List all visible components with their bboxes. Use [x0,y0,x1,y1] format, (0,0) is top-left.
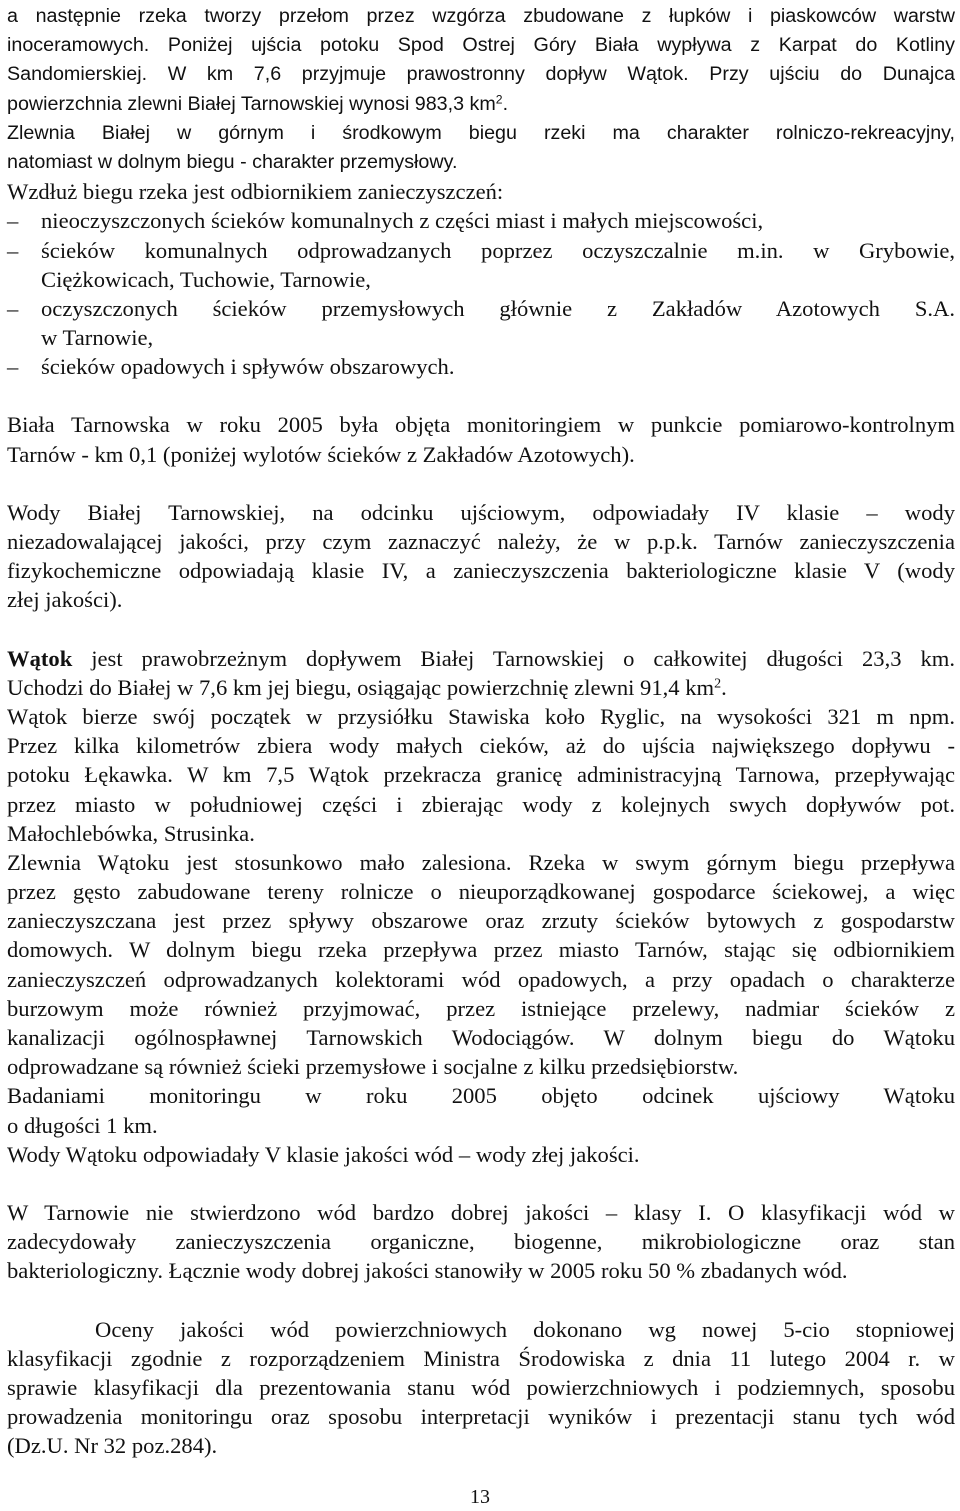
superscript: 2 [495,91,503,106]
text-line: burzowym może również przyjmować, przez istniejące przelewy, nadmiar ścieków z [7,995,955,1021]
watok-heading: Wątok [7,645,73,671]
text-line: Wody Białej Tarnowskiej, na odcinku ujściowym, odpowiadały IV klasie – wody [7,499,955,525]
text-line: przez miasto w południowej części i zbierając wody z kolejnych swych dopływów pot. [7,791,955,817]
text-line: Przez kilka kilometrów zbiera wody małych cieków, aż do ujścia największego dopływu - [7,733,955,759]
text-line: domowych. W dolnym biegu rzeka przepływa przez miasto Tarnów, stając się odbiornikiem [7,937,955,963]
text-line [7,644,955,673]
period: . [721,674,727,700]
text-line: klasyfikacji zgodnie z rozporządzeniem Ministra Środowiska z dnia 11 lutego 2004 r. w [7,1345,955,1371]
text-line: potoku Łękawka. W km 7,5 Wątok przekracza granicę administracyjną Tarnowa, przepływając [7,762,955,788]
list-item-continuation: Ciężkowicach, Tuchowie, Tarnowie, [41,266,371,292]
paragraph-classification [7,1315,955,1461]
page-number: 13 [470,1486,490,1508]
list-item-text: nieoczyszczonych ścieków komunalnych z części miast i małych miejscowości, [41,208,764,234]
dash-bullet: – [7,354,19,380]
paragraph-tarnow-quality [7,1198,955,1286]
text-line: natomiast w dolnym biegu - charakter przemysłowy. [7,150,458,173]
text-line: prowadzenia monitoringu oraz sposobu interpretacji wyników i prezentacji stanu tych wód [7,1404,955,1430]
text-line: złej jakości). [7,587,123,613]
pollutants-intro: Wzdłuż biegu rzeka jest odbiornikiem zanieczyszczeń: [7,179,504,205]
text-line: zanieczyszczana jest przez spływy obszarowe oraz zrzuty ścieków bytowych z gospodarstw [7,908,955,934]
dash-bullet: – [7,208,19,234]
list-item [7,236,955,265]
text-line [7,90,955,119]
text-line: zadecydowały zanieczyszczenia organiczne, biogenne, mikrobiologiczne oraz stan [7,1229,955,1255]
text-line [7,673,955,702]
text-line: Tarnów - km 0,1 (poniżej wylotów ścieków z Zakładów Azotowych). [7,441,635,467]
text-line: Małochlebówka, Strusinka. [7,820,255,846]
text-line: Wody Wątoku odpowiadały V klasie jakości wód – wody złej jakości. [7,1141,640,1167]
dash-bullet: – [7,237,19,263]
text-line: zanieczyszczeń odprowadzanych kolektorami wód opadowych, a przy opadach o charakterze [7,966,955,992]
watok-area-text: Uchodzi do Białej w 7,6 km jej biegu, osiągając powierzchnię zlewni 91,4 km [7,674,715,700]
text-line: inoceramowych. Poniżej ujścia potoku Spod Ostrej Góry Biała wypływa z Karpat do Kotliny [7,34,955,57]
list-item [7,206,955,235]
pollutants-section [7,177,955,1460]
paragraph-water-quality [7,498,955,615]
paragraph-monitoring-2005 [7,410,955,468]
list-item-text: ścieków opadowych i spływów obszarowych. [41,354,455,380]
list-item-text: oczyszczonych ścieków przemysłowych głównie z Zakładów Azotowych S.A. [41,295,955,321]
text-line: Oceny jakości wód powierzchniowych dokonano wg nowej 5-cio stopniowej [95,1316,955,1342]
list-item [7,294,955,323]
text-line: przez gęsto zabudowane tereny rolnicze o nieuporządkowanej gospodarce ściekowej, a więc [7,879,955,905]
text-line: a następnie rzeka tworzy przełom przez wzgórza zbudowane z łupków i piaskowców warstw [7,5,955,27]
paragraph-biala-course [7,2,955,177]
paragraph-watok [7,644,955,1169]
text-line: Badaniami monitoringu w roku 2005 objęto odcinek ujściowy Wątoku [7,1083,955,1109]
text-line: o długości 1 km. [7,1112,158,1138]
text-line: Sandomierskiej. W km 7,6 przyjmuje prawostronny dopływ Wątok. Przy ujściu do Dunajca [7,63,955,86]
text-line: Zlewnia Białej w górnym i środkowym biegu rzeki ma charakter rolniczo-rekreacyjny, [7,121,955,144]
text-line: Wątok bierze swój początek w przysiółku Stawiska koło Ryglic, na wysokości 321 m npm. [7,703,955,729]
superscript: 2 [714,676,722,692]
text-line: bakteriologiczny. Łącznie wody dobrej jakości stanowiły w 2005 roku 50 % zbadanych wód. [7,1258,848,1284]
period: . [502,92,509,115]
list-item [7,352,955,381]
text-line: W Tarnowie nie stwierdzono wód bardzo dobrej jakości – klasy I. O klasyfikacji wód w [7,1199,955,1225]
text-line: kanalizacji ogólnospławnej Tarnowskich Wodociągów. W dolnym biegu do Wątoku [7,1025,955,1050]
catchment-area-text: powierzchnia zlewni Białej Tarnowskiej wynosi 983,3 km [7,92,496,115]
text-line: niezadowalającej jakości, przy czym zaznaczyć należy, że w p.p.k. Tarnów zanieczyszczenia [7,529,955,554]
list-item-continuation: w Tarnowie, [41,325,154,351]
list-item-text: ścieków komunalnych odprowadzanych poprzez oczyszczalnie m.in. w Grybowie, [41,237,955,263]
text-line: odprowadzane są również ścieki przemysłowe i socjalne z kilku przedsiębiorstw. [7,1054,739,1080]
text-line: (Dz.U. Nr 32 poz.284). [7,1433,218,1459]
dash-bullet: – [7,295,19,321]
watok-intro: jest prawobrzeżnym dopływem Białej Tarnowskiej o całkowitej długości 23,3 km. [72,645,955,671]
text-line: sprawie klasyfikacji dla prezentowania stanu wód powierzchniowych i podziemnych, sposobu [7,1374,955,1400]
text-line: Biała Tarnowska w roku 2005 była objęta monitoringiem w punkcie pomiarowo-kontrolnym [7,412,955,438]
text-line: Zlewnia Wątoku jest stosunkowo mało zalesiona. Rzeka w swym górnym biegu przepływa [7,849,955,875]
text-line: fizykochemiczne odpowiadają klasie IV, a zanieczyszczenia bakteriologiczne klasie V (wody [7,558,955,584]
document-page [7,2,955,1460]
